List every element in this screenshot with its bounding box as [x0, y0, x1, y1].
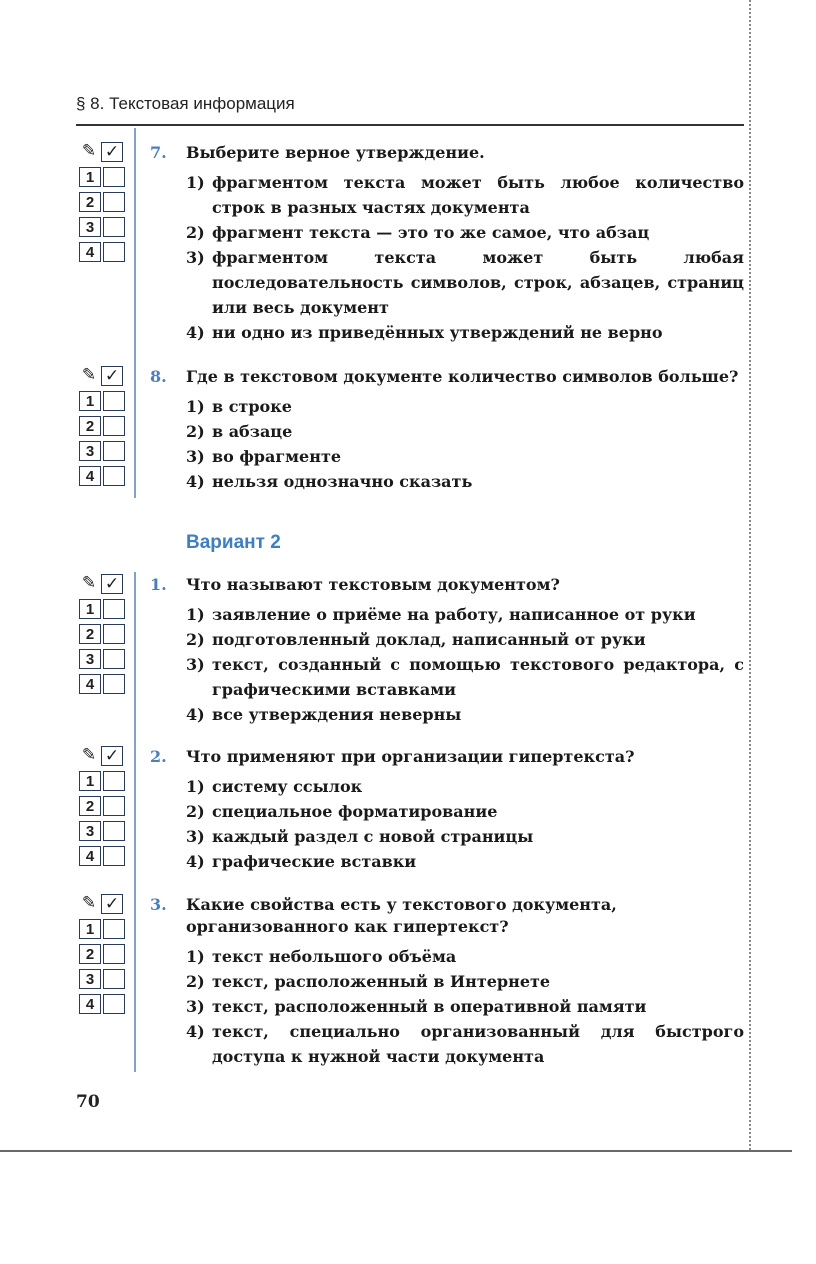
option-number: 4): [186, 1022, 205, 1041]
check-icon: ✓: [101, 142, 123, 162]
answer-grid: [79, 746, 125, 871]
answer-grid: [79, 142, 125, 267]
answer-checkbox[interactable]: [103, 944, 125, 964]
variant-title: Вариант 2: [186, 532, 281, 553]
option-text: все утверждения неверны: [212, 705, 462, 724]
question-block: [150, 142, 744, 345]
check-icon: ✓: [101, 894, 123, 914]
option-number: 4): [186, 472, 205, 491]
answer-option: [186, 799, 744, 824]
option-text: подготовленный доклад, написанный от руки: [212, 630, 646, 649]
question-text: Какие свойства есть у текстового документа, организованного как гипертекст?: [186, 895, 617, 936]
answer-number-box: 2: [79, 416, 101, 436]
question-block: [150, 894, 744, 1069]
question-text: Что применяют при организации гипертекста?: [186, 747, 635, 766]
answer-grid: [79, 574, 125, 699]
answer-number-box: 3: [79, 821, 101, 841]
option-text: текст, расположенный в Интернете: [212, 972, 551, 991]
answer-number-box: 1: [79, 391, 101, 411]
question-number: 8.: [150, 367, 167, 386]
option-number: 3): [186, 827, 205, 846]
margin-rule: [134, 572, 136, 1072]
option-text: в абзаце: [212, 422, 293, 441]
option-number: 4): [186, 323, 205, 342]
option-number: 3): [186, 655, 205, 674]
answer-option: [186, 994, 744, 1019]
answer-number-box: 4: [79, 846, 101, 866]
option-number: 1): [186, 947, 205, 966]
margin-rule: [134, 128, 136, 498]
option-number: 1): [186, 397, 205, 416]
answer-number-box: 2: [79, 624, 101, 644]
answer-checkbox[interactable]: [103, 167, 125, 187]
answer-option: [186, 702, 744, 727]
answer-number-box: 3: [79, 969, 101, 989]
pencil-icon: ✎: [81, 365, 97, 384]
answer-option: [186, 419, 744, 444]
answer-checkbox[interactable]: [103, 821, 125, 841]
answer-option: [186, 469, 744, 494]
header-rule: [76, 124, 744, 126]
answer-option: [186, 394, 744, 419]
option-text: фрагмент текста — это то же самое, что абзац: [212, 223, 650, 242]
answer-checkbox[interactable]: [103, 217, 125, 237]
page-edge-dotted-line: [749, 0, 751, 1150]
question-number: 7.: [150, 143, 167, 162]
answer-option: [186, 774, 744, 799]
option-text: нельзя однозначно сказать: [212, 472, 473, 491]
option-number: 2): [186, 422, 205, 441]
question-number: 1.: [150, 575, 167, 594]
answer-grid: [79, 366, 125, 491]
option-number: 2): [186, 630, 205, 649]
option-text: текст, специально организованный для быстрого доступа к нужной части документа: [212, 1022, 744, 1066]
question-number: 3.: [150, 895, 167, 914]
answer-checkbox[interactable]: [103, 919, 125, 939]
answer-number-box: 1: [79, 771, 101, 791]
answer-checkbox[interactable]: [103, 192, 125, 212]
question-text: Где в текстовом документе количество символов больше?: [186, 367, 739, 386]
answer-number-box: 4: [79, 674, 101, 694]
page-number: 70: [76, 1092, 100, 1112]
answer-option: [186, 170, 744, 220]
answer-checkbox[interactable]: [103, 846, 125, 866]
option-number: 2): [186, 972, 205, 991]
option-text: текст небольшого объёма: [212, 947, 457, 966]
option-number: 1): [186, 605, 205, 624]
answer-option: [186, 627, 744, 652]
answer-checkbox[interactable]: [103, 416, 125, 436]
option-number: 2): [186, 802, 205, 821]
answer-number-box: 4: [79, 466, 101, 486]
question-block: [150, 746, 744, 874]
option-text: ни одно из приведённых утверждений не верно: [212, 323, 663, 342]
answer-number-box: 3: [79, 217, 101, 237]
option-text: графические вставки: [212, 852, 417, 871]
pencil-icon: ✎: [81, 573, 97, 592]
option-number: 3): [186, 248, 205, 267]
answer-number-box: 4: [79, 242, 101, 262]
answer-checkbox[interactable]: [103, 674, 125, 694]
answer-checkbox[interactable]: [103, 649, 125, 669]
section-header: § 8. Текстовая информация: [76, 94, 295, 113]
answer-number-box: 1: [79, 919, 101, 939]
answer-grid: [79, 894, 125, 1019]
question-block: [150, 366, 744, 494]
answer-number-box: 1: [79, 599, 101, 619]
option-text: специальное форматирование: [212, 802, 498, 821]
answer-checkbox[interactable]: [103, 599, 125, 619]
option-text: текст, расположенный в оперативной памяти: [212, 997, 647, 1016]
answer-option: [186, 220, 744, 245]
option-number: 4): [186, 705, 205, 724]
answer-option: [186, 444, 744, 469]
answer-option: [186, 969, 744, 994]
option-text: систему ссылок: [212, 777, 363, 796]
answer-option: [186, 944, 744, 969]
question-text: Что называют текстовым документом?: [186, 575, 560, 594]
answer-checkbox[interactable]: [103, 391, 125, 411]
check-icon: ✓: [101, 746, 123, 766]
answer-number-box: 3: [79, 441, 101, 461]
answer-checkbox[interactable]: [103, 242, 125, 262]
option-number: 2): [186, 223, 205, 242]
answer-option: [186, 849, 744, 874]
option-number: 1): [186, 777, 205, 796]
answer-checkbox[interactable]: [103, 796, 125, 816]
answer-option: [186, 320, 744, 345]
answer-option: [186, 652, 744, 702]
option-number: 3): [186, 447, 205, 466]
pencil-icon: ✎: [81, 141, 97, 160]
check-icon: ✓: [101, 574, 123, 594]
option-number: 1): [186, 173, 205, 192]
answer-number-box: 4: [79, 994, 101, 1014]
option-text: заявление о приёме на работу, написанное от руки: [212, 605, 696, 624]
answer-number-box: 2: [79, 944, 101, 964]
pencil-icon: ✎: [81, 893, 97, 912]
answer-number-box: 2: [79, 192, 101, 212]
answer-checkbox[interactable]: [103, 771, 125, 791]
answer-option: [186, 245, 744, 320]
answer-number-box: 1: [79, 167, 101, 187]
answer-checkbox[interactable]: [103, 994, 125, 1014]
answer-option: [186, 602, 744, 627]
answer-checkbox[interactable]: [103, 624, 125, 644]
answer-option: [186, 824, 744, 849]
question-block: [150, 574, 744, 727]
option-text: фрагментом текста может быть любая последовательность символов, строк, абзацев, страниц или весь документ: [212, 248, 744, 317]
option-text: каждый раздел с новой страницы: [212, 827, 534, 846]
page-bottom-edge: [0, 1150, 792, 1152]
option-text: текст, созданный с помощью текстового редактора, с графическими вставками: [212, 655, 744, 699]
answer-checkbox[interactable]: [103, 441, 125, 461]
answer-number-box: 3: [79, 649, 101, 669]
question-number: 2.: [150, 747, 167, 766]
pencil-icon: ✎: [81, 745, 97, 764]
option-number: 3): [186, 997, 205, 1016]
option-number: 4): [186, 852, 205, 871]
answer-checkbox[interactable]: [103, 466, 125, 486]
question-text: Выберите верное утверждение.: [186, 143, 485, 162]
option-text: в строке: [212, 397, 292, 416]
answer-number-box: 2: [79, 796, 101, 816]
answer-checkbox[interactable]: [103, 969, 125, 989]
answer-option: [186, 1019, 744, 1069]
option-text: во фрагменте: [212, 447, 342, 466]
option-text: фрагментом текста может быть любое количество строк в разных частях документа: [212, 173, 744, 217]
check-icon: ✓: [101, 366, 123, 386]
